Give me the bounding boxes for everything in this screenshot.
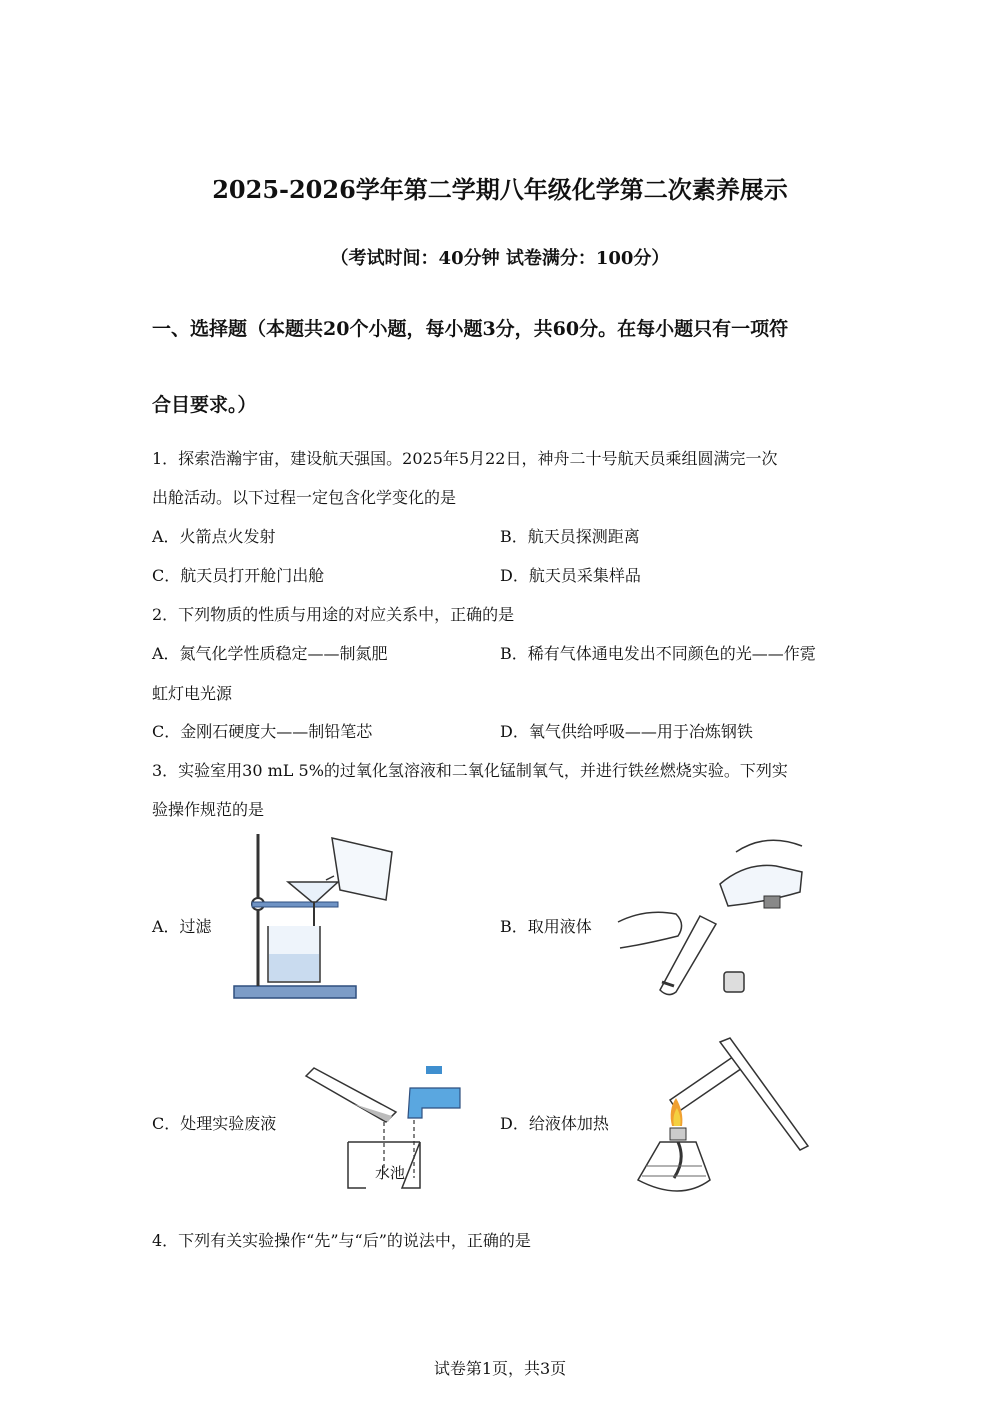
q2-option-d[interactable]: D．氧气供给呼吸——用于冶炼钢铁 bbox=[500, 722, 753, 741]
page-footer: 试卷第1页，共3页 bbox=[433, 1359, 567, 1378]
q3-option-c[interactable]: C．处理实验废液 bbox=[152, 1114, 277, 1133]
q3-stem: 3．实验室用30 mL 5%的过氧化氢溶液和二氧化锰制氧气，并进行铁丝燃烧实验。下列实 bbox=[152, 761, 788, 780]
q3-option-a[interactable]: A．过滤 bbox=[152, 917, 212, 936]
q1-option-d[interactable]: D．航天员采集样品 bbox=[500, 566, 641, 585]
q3-stem-cont: 验操作规范的是 bbox=[152, 800, 265, 819]
section-heading: 一、选择题（本题共20个小题，每小题3分，共60分。在每小题只有一项符 bbox=[152, 318, 789, 340]
q1-option-b[interactable]: B．航天员探测距离 bbox=[500, 527, 640, 546]
q2-option-b[interactable]: B．稀有气体通电发出不同颜色的光——作霓 bbox=[500, 644, 816, 663]
q2-option-b-cont: 虹灯电光源 bbox=[152, 684, 233, 703]
exam-info: （考试时间：40分钟 试卷满分：100分） bbox=[330, 248, 670, 269]
q1-option-c[interactable]: C．航天员打开舱门出舱 bbox=[152, 566, 325, 585]
q1-stem: 1．探索浩瀚宇宙，建设航天强国。2025年5月22日，神舟二十号航天员乘组圆满完一次 bbox=[152, 449, 778, 468]
q2-stem: 2．下列物质的性质与用途的对应关系中，正确的是 bbox=[152, 605, 515, 624]
waste-liquid-sink-figure bbox=[300, 1058, 472, 1196]
q2-option-c[interactable]: C．金刚石硬度大——制铅笔芯 bbox=[152, 722, 373, 741]
liquid-pouring-figure bbox=[616, 832, 812, 1000]
sink-label: 水池 bbox=[374, 1164, 406, 1182]
q4-stem: 4．下列有关实验操作“先”与“后”的说法中，正确的是 bbox=[152, 1231, 531, 1250]
heating-liquid-figure bbox=[630, 1030, 814, 1208]
filtration-apparatus-figure bbox=[228, 830, 408, 1002]
section-heading-cont: 合目要求。） bbox=[152, 394, 257, 416]
page-title: 2025-2026学年第二学期八年级化学第二次素养展示 bbox=[212, 175, 788, 204]
q3-option-b[interactable]: B．取用液体 bbox=[500, 917, 592, 936]
q3-option-d[interactable]: D．给液体加热 bbox=[500, 1114, 609, 1133]
q2-option-a[interactable]: A．氮气化学性质稳定——制氮肥 bbox=[152, 644, 388, 663]
q1-option-a[interactable]: A．火箭点火发射 bbox=[152, 527, 276, 546]
q1-stem-cont: 出舱活动。以下过程一定包含化学变化的是 bbox=[152, 488, 457, 507]
